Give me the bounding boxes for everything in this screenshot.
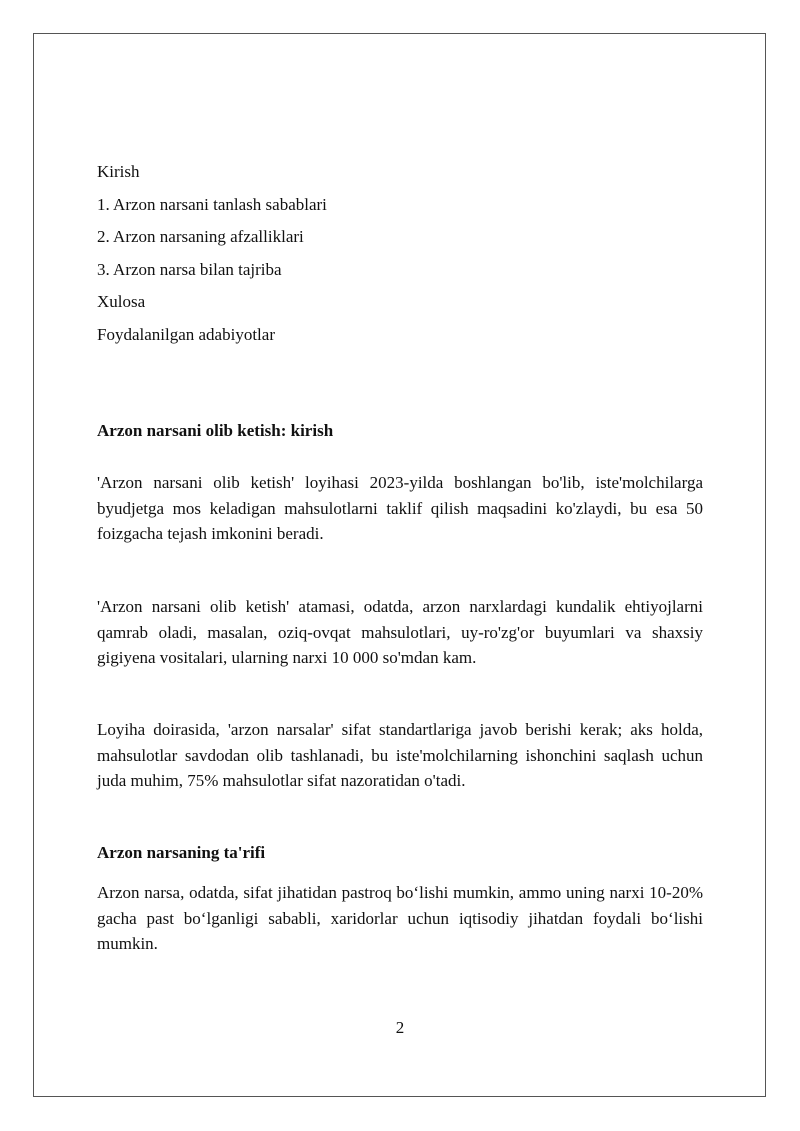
table-of-contents bbox=[97, 159, 703, 355]
section-heading-definition: Arzon narsaning ta'rifi bbox=[97, 843, 266, 862]
toc-item-1: 1. Arzon narsani tanlash sabablari bbox=[97, 194, 327, 214]
section-heading-introduction: Arzon narsani olib ketish: kirish bbox=[97, 421, 334, 440]
toc-item-2: 2. Arzon narsaning afzalliklari bbox=[97, 227, 304, 247]
page-number: 2 bbox=[395, 1018, 405, 1037]
toc-item-introduction: Kirish bbox=[97, 162, 140, 181]
toc-item-references: Foydalanilgan adabiyotlar bbox=[97, 324, 275, 344]
paragraph: 'Arzon narsani olib ketish' atamasi, odatda, arzon narxlardagi kundalik ehtiyojlarni qamrab oladi, masalan, oziq-ovqat mahsulotlari, uy-ro'zg'or buyumlari va shaxsiy gigiyena vositalari, ularning narxi 10 000 so'mdan kam. bbox=[97, 597, 703, 667]
paragraph: Arzon narsa, odatda, sifat jihatidan pastroq bo‘lishi mumkin, ammo uning narxi 10-20% gacha past bo‘lganligi sababli, xaridorlar uchun iqtisodiy jihatdan foydali bo‘lishi mumkin. bbox=[97, 883, 703, 953]
paragraph: Loyiha doirasida, 'arzon narsalar' sifat standartlariga javob berishi kerak; aks holda, mahsulotlar savdodan olib tashlanadi, bu iste'molchilarning ishonchini saqlash uchun juda muhim, 75% mahsulotlar sifat nazoratidan o'tadi. bbox=[97, 720, 703, 790]
toc-item-3: 3. Arzon narsa bilan tajriba bbox=[97, 259, 282, 279]
paragraph: 'Arzon narsani olib ketish' loyihasi 2023-yilda boshlangan bo'lib, iste'molchilarga byudjetga mos keladigan mahsulotlarni taklif qilish maqsadini ko'zlaydi, bu esa 50 foizgacha tejash imkonini beradi. bbox=[97, 473, 703, 543]
toc-item-conclusion: Xulosa bbox=[97, 292, 146, 312]
